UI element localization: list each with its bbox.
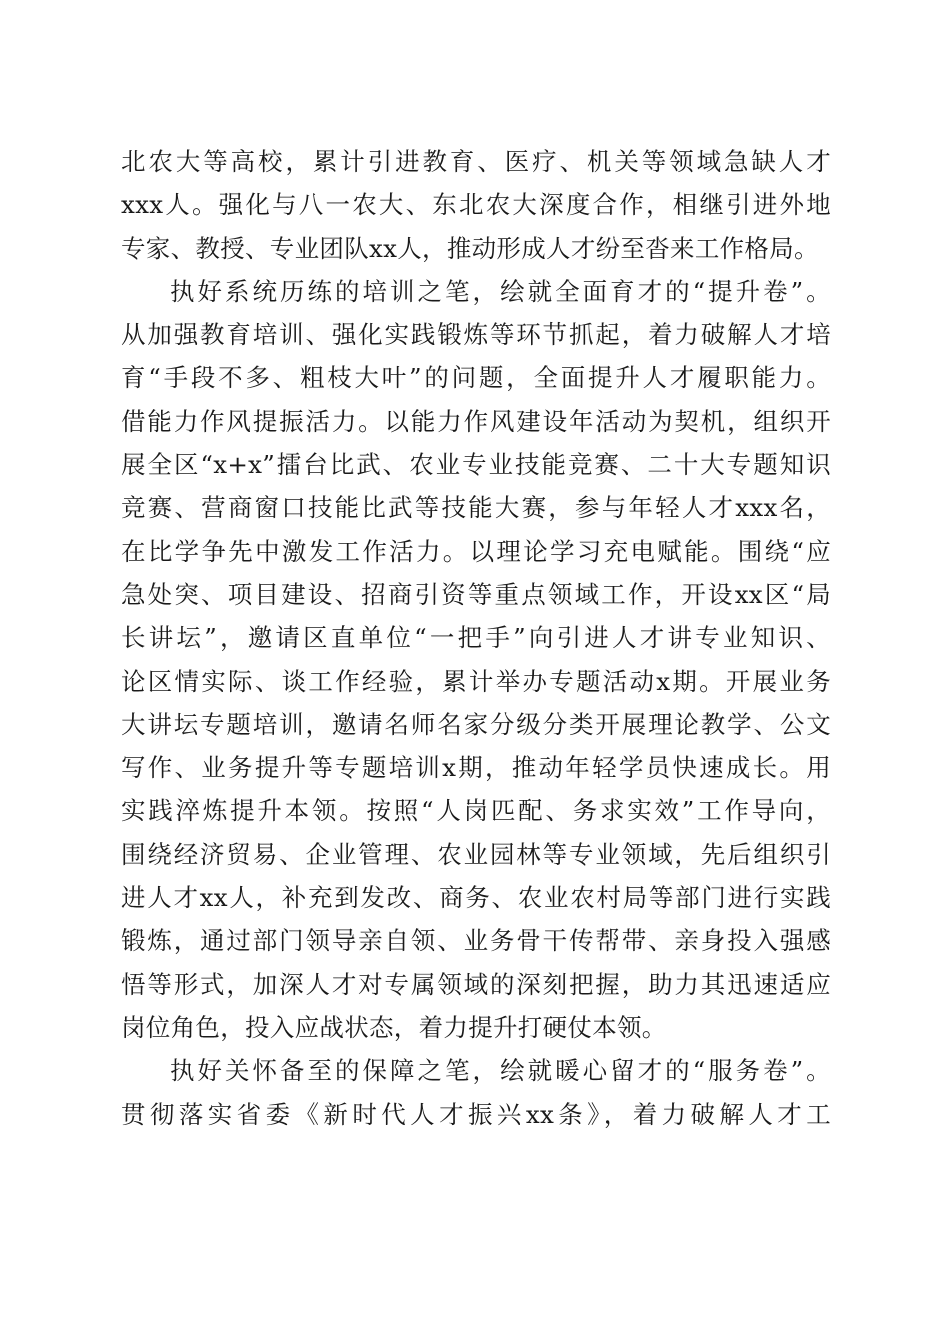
text-line: 大讲坛专题培训，邀请名师名家分级分类开展理论教学、公文 [121,709,831,739]
text-line: 借能力作风提振活力。以能力作风建设年活动为契机，组织开 [121,406,831,436]
section-heading-line: 执好关怀备至的保障之笔，绘就暖心留才的“服务卷”。 [170,1056,831,1086]
text-line: 长讲坛”，邀请区直单位“一把手”向引进人才讲专业知识、 [121,623,831,653]
text-line: 在比学争先中激发工作活力。以理论学习充电赋能。围绕“应 [121,536,831,566]
text-line: 贯彻落实省委《新时代人才振兴xx条》，着力破解人才工 [121,1099,831,1129]
text-line: 写作、业务提升等专题培训x期，推动年轻学员快速成长。用 [121,753,831,783]
paragraph-3 [121,1049,831,1136]
text-line: 急处突、项目建设、招商引资等重点领域工作，开设xx区“局 [121,579,831,609]
text-line: 进人才xx人，补充到发改、商务、农业农村局等部门进行实践 [121,883,831,913]
text-line: 悟等形式，加深人才对专属领域的深刻把握，助力其迅速适应 [121,969,831,999]
section-heading-line: 执好系统历练的培训之笔，绘就全面育才的“提升卷”。 [170,276,831,306]
text-line: 从加强教育培训、强化实践锻炼等环节抓起，着力破解人才培 [121,320,831,350]
text-line: 展全区“x+x”擂台比武、农业专业技能竞赛、二十大专题知识 [121,450,831,480]
text-line: 育“手段不多、粗枝大叶”的问题，全面提升人才履职能力。 [121,363,831,393]
paragraph-2 [121,270,831,1049]
text-line: xxx人。强化与八一农大、东北农大深度合作，相继引进外地 [121,190,831,220]
text-line: 实践淬炼提升本领。按照“人岗匹配、务求实效”工作导向， [121,796,831,826]
text-line: 论区情实际、谈工作经验，累计举办专题活动x期。开展业务 [121,666,831,696]
text-line: 北农大等高校，累计引进教育、医疗、机关等领域急缺人才 [121,147,831,176]
paragraph-1 [121,140,831,270]
document-body [121,140,831,1136]
text-line: 围绕经济贸易、企业管理、农业园林等专业领域，先后组织引 [121,839,831,869]
text-line: 竞赛、营商窗口技能比武等技能大赛，参与年轻人才xxx名， [121,493,831,523]
text-line: 锻炼，通过部门领导亲自领、业务骨干传帮带、亲身投入强感 [121,926,831,956]
text-line: 岗位角色，投入应战状态，着力提升打硬仗本领。 [121,1012,667,1042]
text-line: 专家、教授、专业团队xx人，推动形成人才纷至沓来工作格局。 [121,233,819,263]
